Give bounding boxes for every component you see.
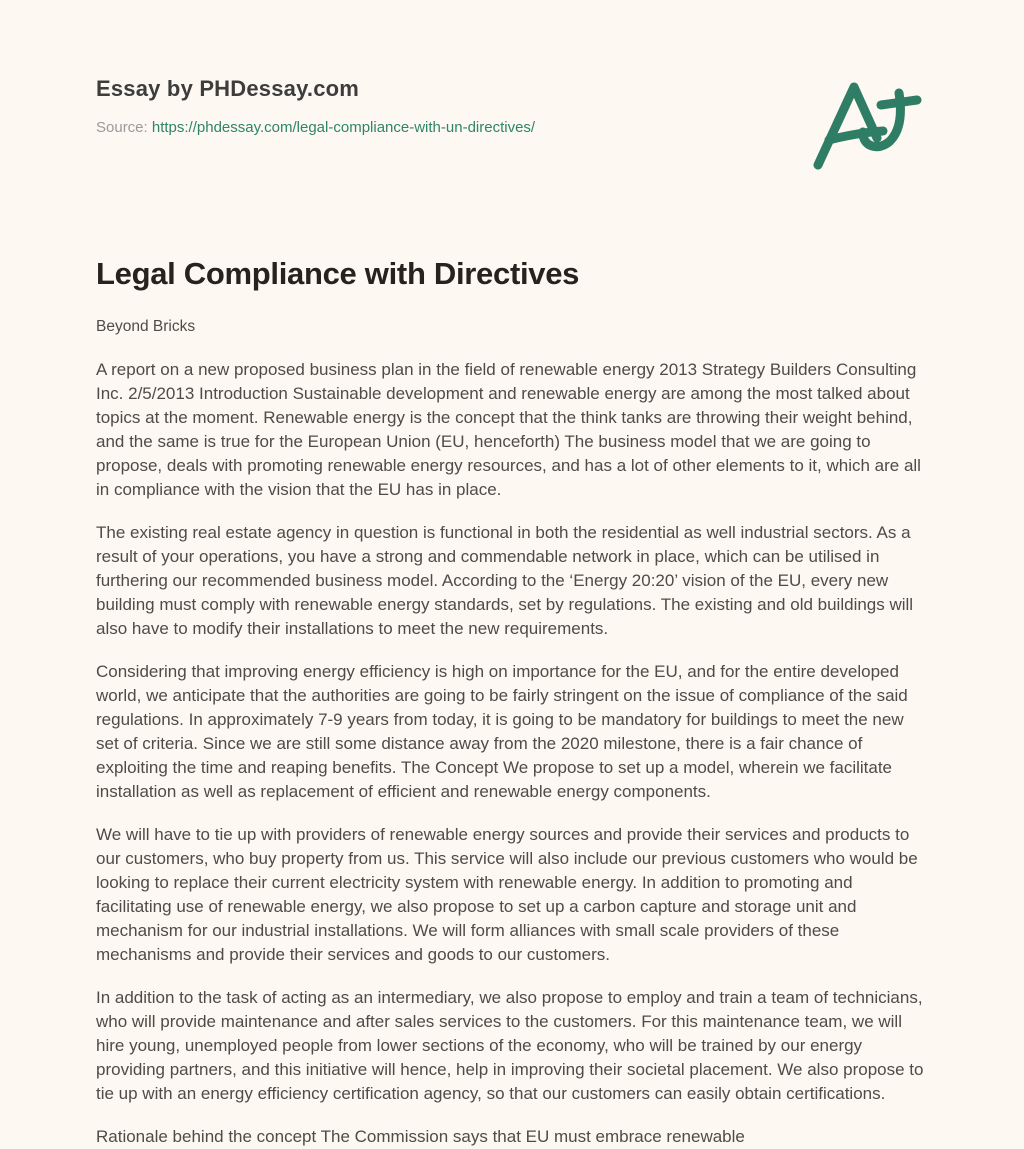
paragraph: Considering that improving energy efficiency is high on importance for the EU, and for the entire developed world, we anticipate that the authorities are going to be fairly stringent on the issue of compliance of the said regulations. In approximately 7-9 years from today, it is going to be mandatory for buildings to meet the new set of criteria. Since we are still some distance away from the 2020 milestone, there is a fair chance of exploiting the time and reaping benefits. The Concept We propose to set up a model, wherein we facilitate installation as well as replacement of efficient and renewable energy components.: [96, 662, 908, 801]
article-title: Legal Compliance with Directives: [96, 256, 580, 291]
paragraph: In addition to the task of acting as an intermediary, we also propose to employ and train a team of technicians, who will provide maintenance and after sales services to the customers. For this maintenance team, we will hire young, unemployed people from lower sections of the economy, who will be trained by our energy providing partners, and this initiative will hence, help in improving their societal placement. We also propose to tie up with an energy efficiency certification agency, so that our customers can easily obtain certifications.: [96, 988, 924, 1103]
paragraph: Rationale behind the concept The Commission says that EU must embrace renewable: [96, 1127, 745, 1146]
paragraph: We will have to tie up with providers of renewable energy sources and provide their services and products to our customers, who buy property from us. This service will also include our previous customers who would be looking to replace their current electricity system with renewable energy. In addition to promoting and facilitating use of renewable energy, we also propose to set up a carbon capture and storage unit and mechanism for our industrial installations. We will form alliances with small scale providers of these mechanisms and provide their services and goods to our customers.: [96, 825, 918, 964]
brand-title: Essay by PHDessay.com: [96, 76, 360, 101]
source-line: [96, 119, 535, 136]
header-text-block: [96, 70, 535, 136]
source-label: Source:: [96, 119, 148, 136]
paragraph: A report on a new proposed business plan in the field of renewable energy 2013 Strategy Builders Consulting Inc. 2/5/2013 Introduction Sustainable development and renewable energy are among the most talked about topics at the moment. Renewable energy is the concept that the think tanks are throwing their weight behind, and the same is true for the European Union (EU, henceforth) The business model that we are going to propose, deals with promoting renewable energy resources, and has a lot of other elements to it, which are all in compliance with the vision that the EU has in place.: [96, 360, 921, 499]
article-subtitle: Beyond Bricks: [96, 318, 196, 335]
source-url-link[interactable]: https://phdessay.com/legal-compliance-with-un-directives/: [151, 119, 536, 136]
a-plus-logo-icon: [804, 72, 924, 172]
page-header: [96, 70, 928, 172]
article-body: [96, 358, 928, 1149]
paragraph: The existing real estate agency in question is functional in both the residential as well industrial sectors. As a result of your operations, you have a strong and commendable network in place, which can be utilised in furthering our recommended business model. According to the ‘Energy 20:20’ vision of the EU, every new building must comply with renewable energy standards, set by regulations. The existing and old buildings will also have to modify their installations to meet the new requirements.: [96, 523, 914, 638]
